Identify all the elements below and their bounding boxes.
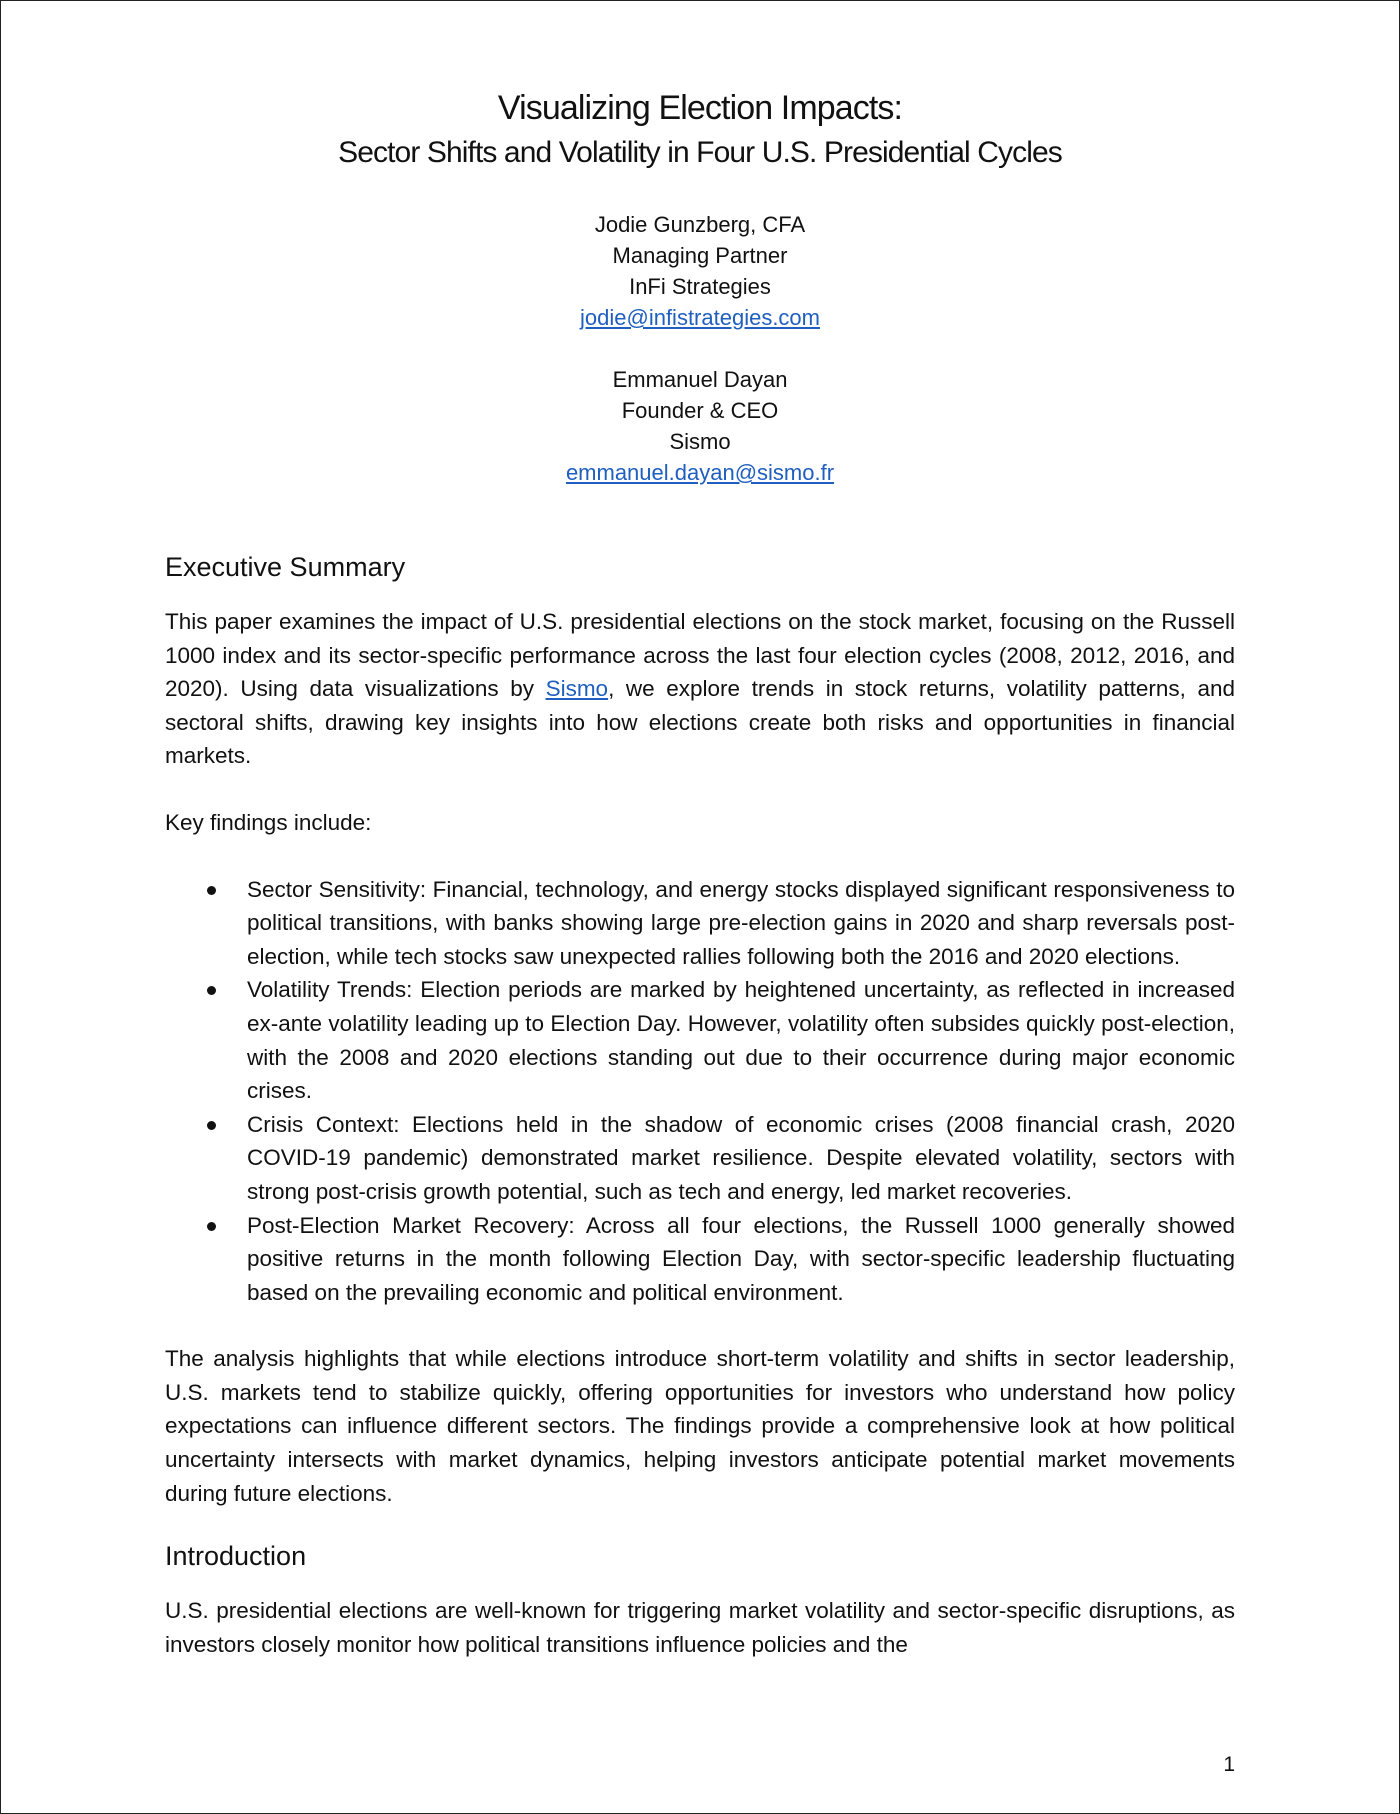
bullet-icon — [207, 1222, 216, 1231]
sismo-link[interactable]: Sismo — [545, 676, 609, 702]
findings-list — [165, 873, 1235, 1310]
author-email-link[interactable]: emmanuel.dayan@sismo.fr — [565, 460, 835, 485]
title-line-1: Visualizing Election Impacts: — [497, 89, 903, 127]
author-email-link[interactable]: jodie@infistrategies.com — [580, 305, 820, 330]
key-findings-label: Key findings include: — [165, 809, 372, 835]
author-org: InFi Strategies — [629, 274, 771, 299]
author-org: Sismo — [669, 429, 731, 454]
author-block-1 — [1, 209, 1399, 333]
author-name: Emmanuel Dayan — [612, 367, 788, 392]
finding-text: Volatility Trends: Election periods are marked by heightened uncertainty, as reflected in increased ex-ante volatility leading up to Election Day. However, volatility often subsides quickly post-election, with the 2008 and 2020 elections standing out due to their occurrence during major economic crises. — [247, 977, 1235, 1104]
page-number: 1 — [1223, 1753, 1235, 1776]
list-item — [165, 873, 1235, 974]
summary-paragraph — [165, 605, 1235, 773]
bullet-icon — [207, 886, 216, 895]
bullet-icon — [207, 1121, 216, 1130]
list-item — [165, 1209, 1235, 1310]
author-name: Jodie Gunzberg, CFA — [594, 212, 806, 237]
summary-text-before-link: This paper examines the impact of U.S. presidential elections on the stock market, focusing on the Russell 1000 index and its sector-specific performance across the last four election cycles (2008, 2012, 2016, and 2020). Using data visualizations by — [165, 609, 1235, 702]
author-list — [1, 209, 1399, 519]
finding-text: Crisis Context: Elections held in the shadow of economic crises (2008 financial crash, 2020 COVID-19 pandemic) demonstrated market resilience. Despite elevated volatility, sectors with strong post-crisis growth potential, such as tech and energy, led market recoveries. — [247, 1111, 1235, 1204]
section-heading-executive-summary: Executive Summary — [165, 552, 406, 582]
author-role: Managing Partner — [612, 243, 788, 268]
finding-text: Sector Sensitivity: Financial, technology, and energy stocks displayed significant responsiveness to political transitions, with banks showing large pre-election gains in 2020 and sharp reversals post-election, while tech stocks saw unexpected rallies following both the 2016 and 2020 elections. — [247, 876, 1235, 969]
introduction-paragraph: U.S. presidential elections are well-known for triggering market volatility and sector-specific disruptions, as investors closely monitor how political transitions influence policies and the — [165, 1598, 1235, 1657]
title-line-2: Sector Shifts and Volatility in Four U.S. Presidential Cycles — [338, 136, 1062, 169]
section-heading-introduction: Introduction — [165, 1541, 307, 1572]
author-block-2 — [1, 364, 1399, 488]
list-item — [165, 973, 1235, 1107]
bullet-icon — [207, 986, 216, 995]
finding-text: Post-Election Market Recovery: Across all four elections, the Russell 1000 generally showed positive returns in the month following Election Day, with sector-specific leadership fluctuating based on the prevailing economic and political environment. — [247, 1212, 1235, 1305]
paper-title — [1, 85, 1399, 175]
author-role: Founder & CEO — [621, 398, 779, 423]
conclusion-paragraph: The analysis highlights that while elections introduce short-term volatility and shifts in sector leadership, U.S. markets tend to stabilize quickly, offering opportunities for investors who understand how policy expectations can influence different sectors. The findings provide a comprehensive look at how political uncertainty intersects with market dynamics, helping investors anticipate potential market movements during future elections. — [165, 1346, 1235, 1506]
list-item — [165, 1108, 1235, 1209]
main-content — [165, 547, 1235, 1661]
summary-text-after-link: , we explore trends in stock returns, volatility patterns, and sectoral shifts, drawing key insights into how elections create both risks and opportunities in financial markets. — [165, 676, 1235, 769]
